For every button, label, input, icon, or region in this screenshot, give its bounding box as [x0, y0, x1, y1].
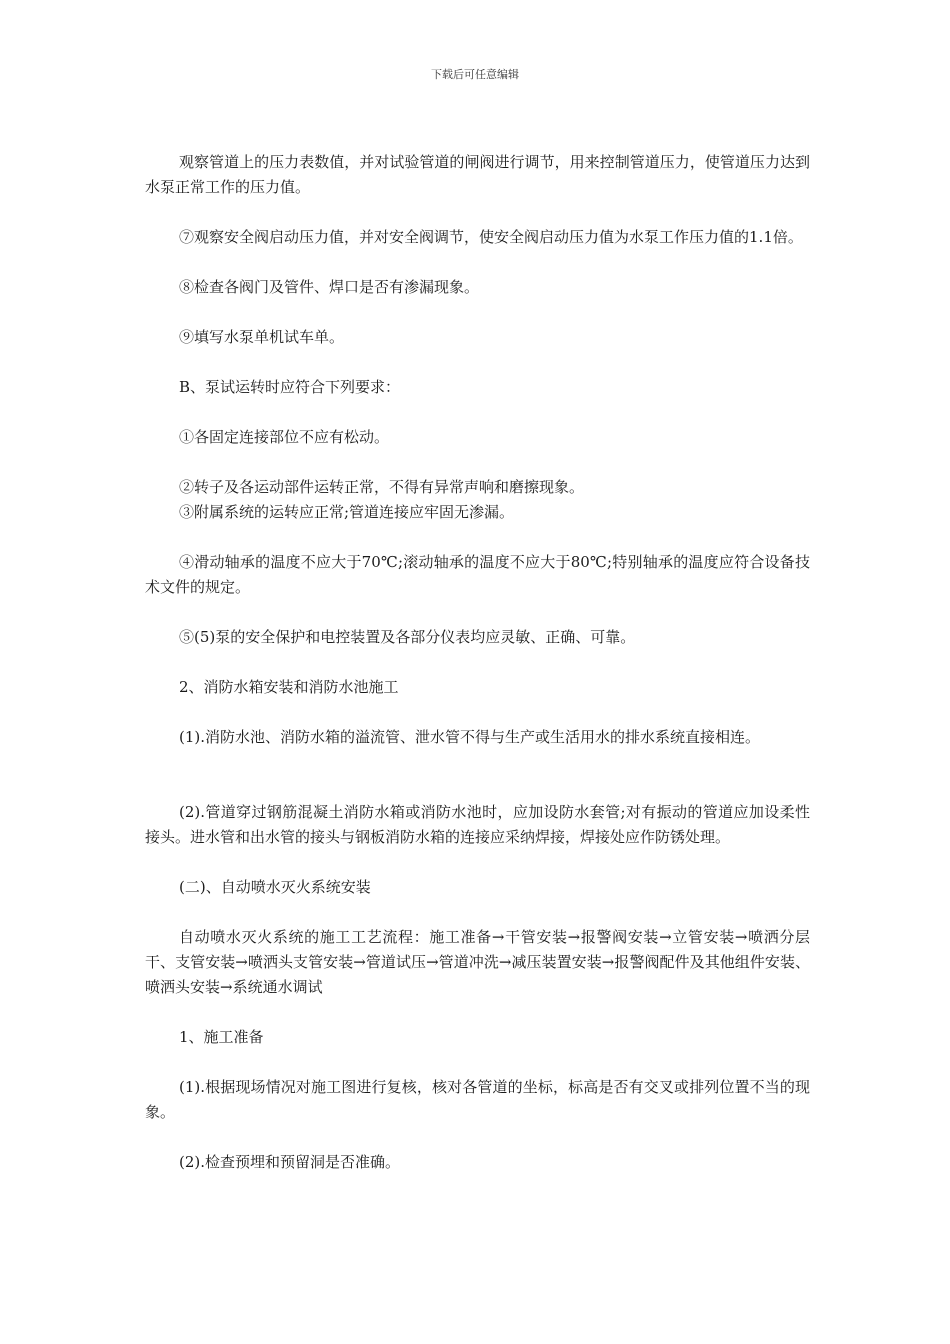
paragraph: ②转子及各运动部件运转正常，不得有异常声响和磨擦现象。: [179, 478, 585, 496]
paragraph: (1).根据现场情况对施工图进行复核，核对各管道的坐标，标高是否有交叉或排列位置不当的现象。: [145, 1078, 810, 1121]
paragraph: ⑤(5)泵的安全保护和电控装置及各部分仪表均应灵敏、正确、可靠。: [179, 628, 636, 646]
paragraph: ④滑动轴承的温度不应大于70℃;滚动轴承的温度不应大于80℃;特别轴承的温度应符合设备技术文件的规定。: [145, 553, 810, 596]
paragraph: 2、消防水箱安装和消防水池施工: [179, 678, 399, 696]
paragraph: (2).管道穿过钢筋混凝土消防水箱或消防水池时，应加设防水套管;对有振动的管道应加设柔性接头。进水管和出水管的接头与钢板消防水箱的连接应采纳焊接，焊接处应作防锈处理。: [145, 803, 810, 846]
paragraph: (2).检查预埋和预留洞是否准确。: [179, 1153, 401, 1171]
paragraph: (二)、自动喷水灭火系统安装: [179, 878, 371, 896]
paragraph: ⑦观察安全阀启动压力值，并对安全阀调节，使安全阀启动压力值为水泵工作压力值的1.1倍。: [179, 228, 803, 246]
paragraph: B、泵试运转时应符合下列要求：: [179, 378, 401, 396]
document-body: [145, 150, 810, 1200]
paragraph: ③附属系统的运转应正常;管道连接应牢固无渗漏。: [179, 503, 515, 521]
paragraph: ⑨填写水泵单机试车单。: [179, 328, 345, 346]
page-header: 下载后可任意编辑: [431, 68, 519, 81]
paragraph: (1).消防水池、消防水箱的溢流管、泄水管不得与生产或生活用水的排水系统直接相连。: [179, 728, 761, 746]
paragraph: 自动喷水灭火系统的施工工艺流程：施工准备→干管安装→报警阀安装→立管安装→喷洒分层干、支管安装→喷洒头支管安装→管道试压→管道冲洗→减压装置安装→报警阀配件及其他组件安装、喷洒头安装→系统通水调试: [145, 928, 810, 996]
paragraph: ⑧检查各阀门及管件、焊口是否有渗漏现象。: [179, 278, 480, 296]
paragraph: ①各固定连接部位不应有松动。: [179, 428, 390, 446]
paragraph: 1、施工准备: [179, 1028, 264, 1046]
paragraph: 观察管道上的压力表数值，并对试验管道的闸阀进行调节，用来控制管道压力，使管道压力达到水泵正常工作的压力值。: [145, 153, 810, 196]
